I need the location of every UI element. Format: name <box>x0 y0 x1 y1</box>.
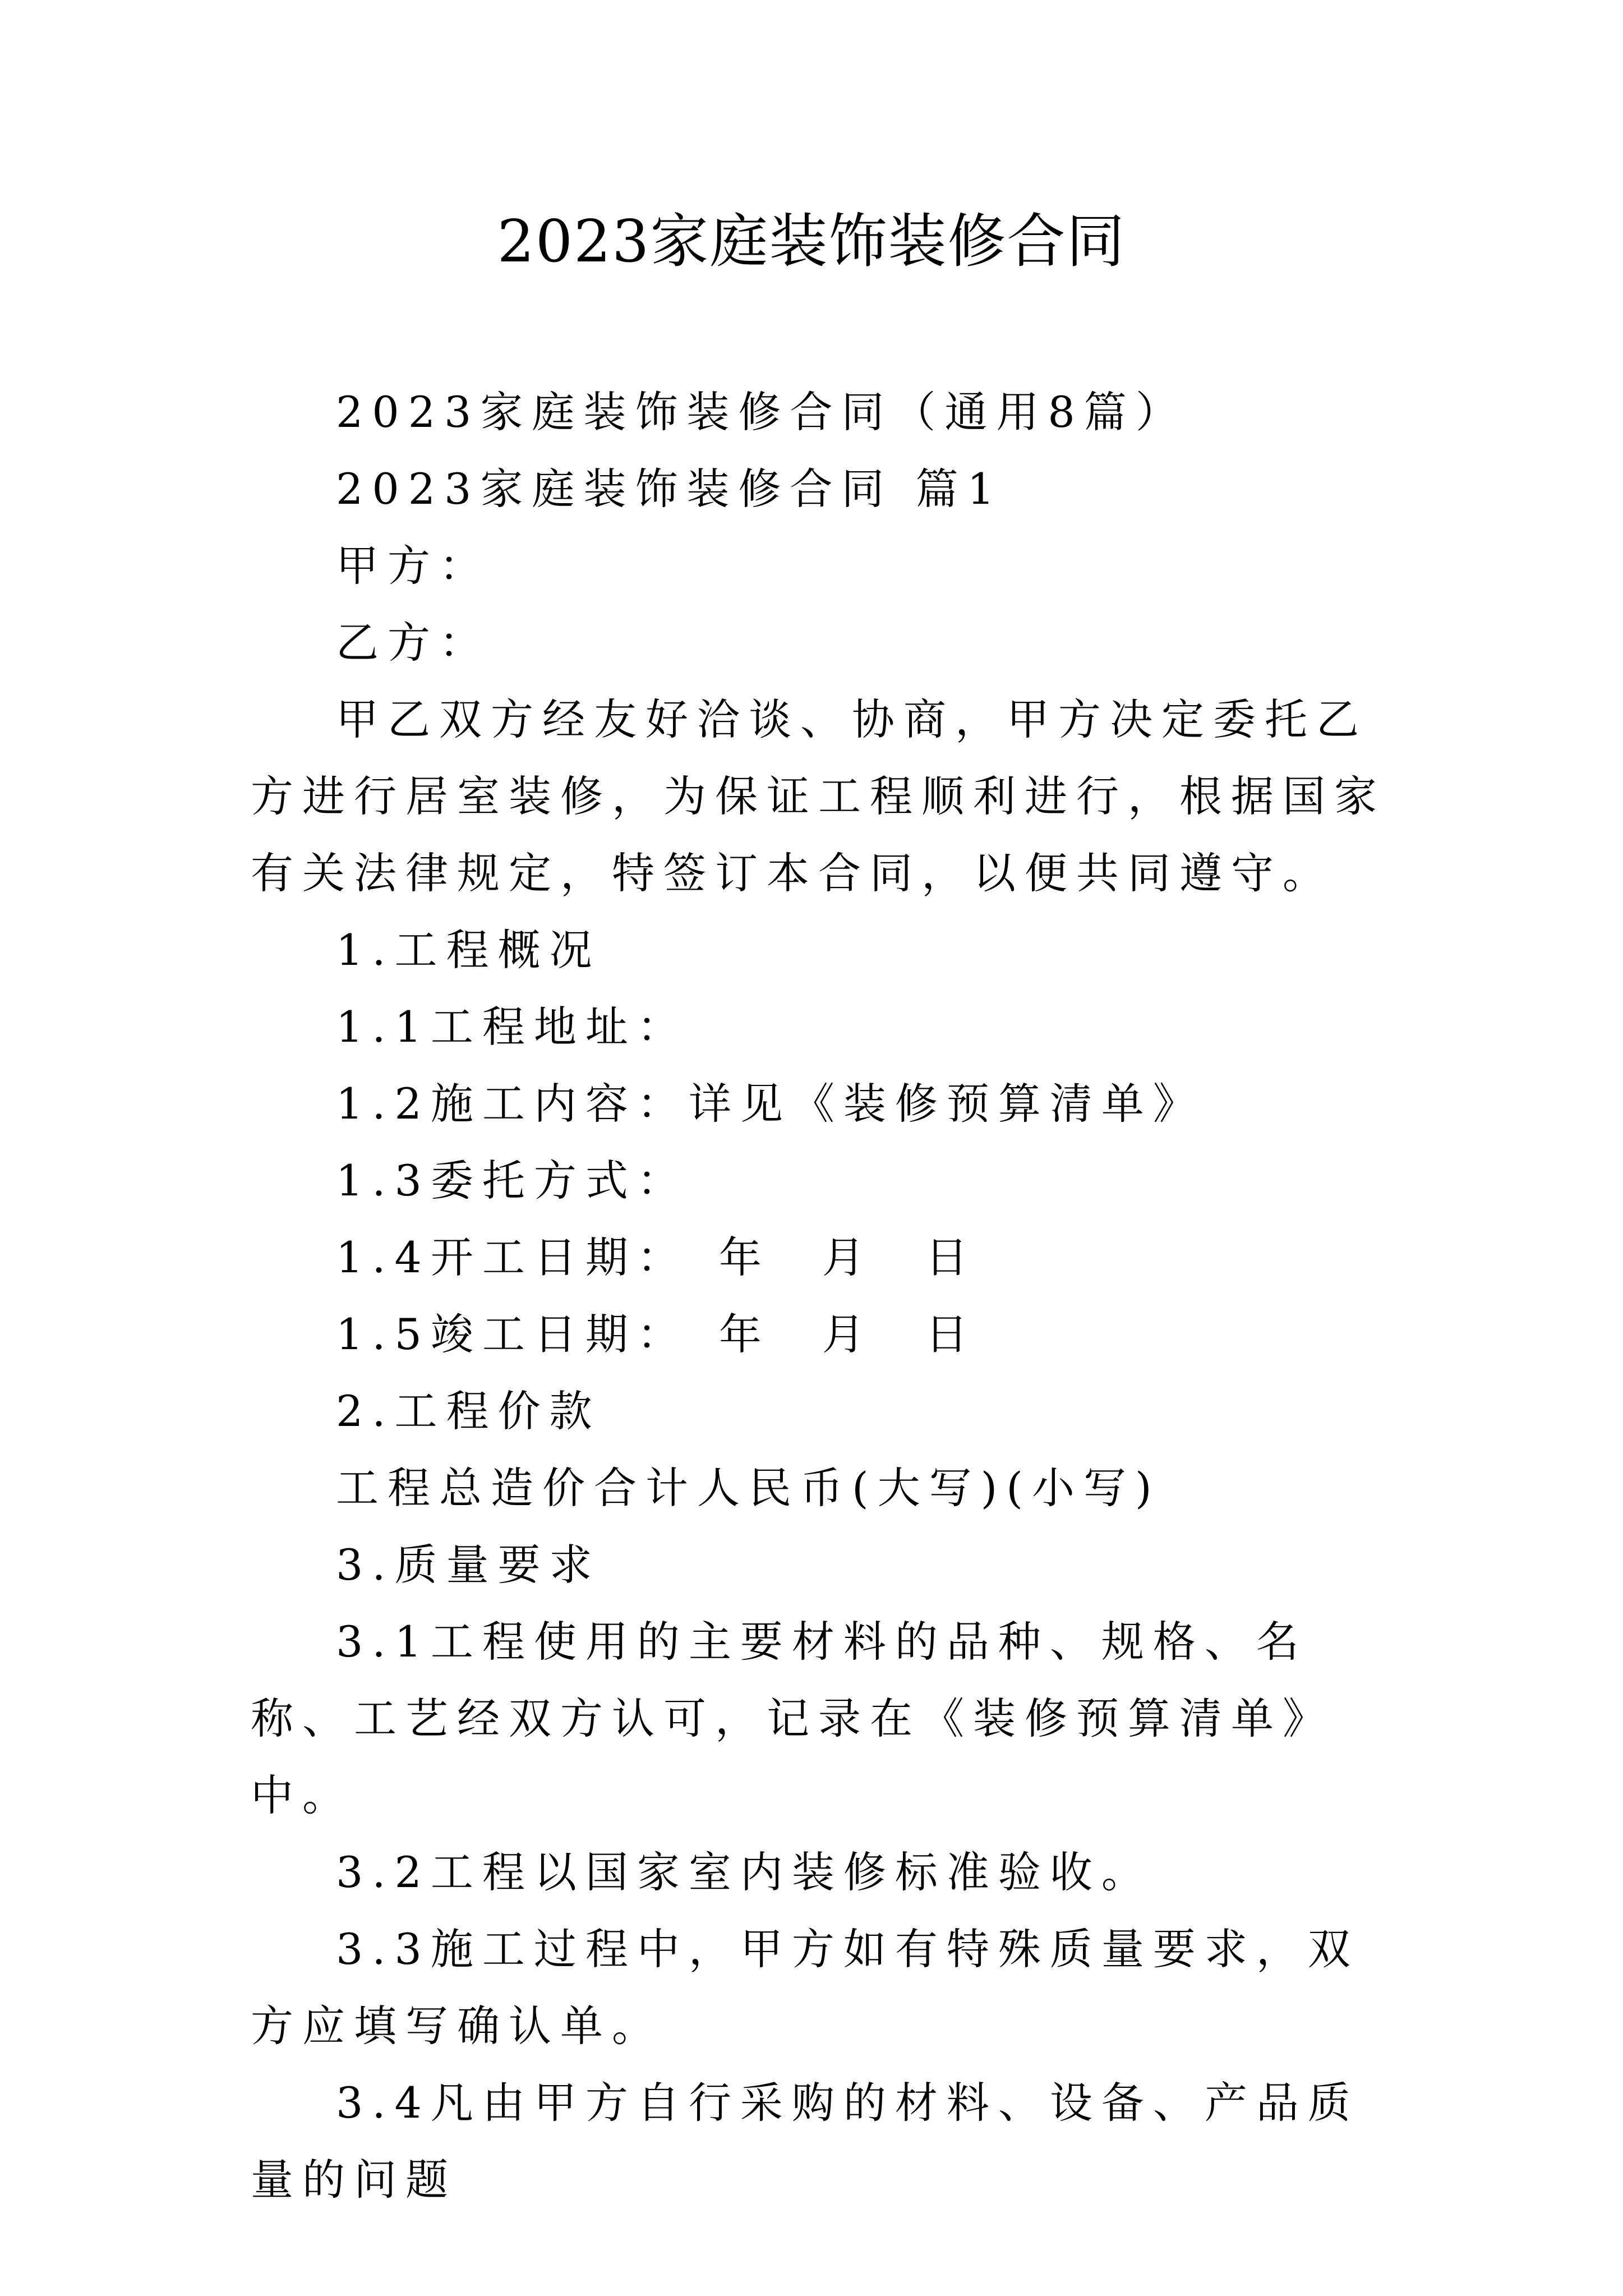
paragraph-clause-3-4: 3.4凡由甲方自行采购的材料、设备、产品质量的问题 <box>251 2078 1359 2205</box>
paragraph-clause-3-1: 3.1工程使用的主要材料的品种、规格、名称、工艺经双方认可，记录在《装修预算清单》中。 <box>251 1617 1334 1820</box>
paragraph-party-b: 乙方： <box>336 618 491 668</box>
paragraph-clause-1-2: 1.2施工内容：详见《装修预算清单》 <box>336 1079 1205 1129</box>
paragraph-subtitle: 2023家庭装饰装修合同（通用8篇） <box>336 387 1187 437</box>
paragraph-clause-1-1: 1.1工程地址： <box>336 1002 689 1052</box>
paragraph-party-a: 甲方： <box>336 541 491 591</box>
paragraph-clause-2: 2.工程价款 <box>336 1386 601 1436</box>
paragraph-section-heading: 2023家庭装饰装修合同 篇1 <box>336 464 1003 514</box>
paragraph-clause-1: 1.工程概况 <box>336 925 601 975</box>
paragraph-total-price: 工程总造价合计人民币(大写)(小写) <box>336 1463 1161 1513</box>
paragraph-preamble: 甲乙双方经友好洽谈、协商，甲方决定委托乙方进行居室装修，为保证工程顺利进行，根据国家有关法律规定，特签订本合同，以便共同遵守。 <box>251 694 1386 898</box>
paragraph-clause-1-3: 1.3委托方式： <box>336 1156 689 1205</box>
paragraph-clause-1-4: 1.4开工日期： 年 月 日 <box>336 1232 977 1282</box>
paragraph-clause-3-2: 3.2工程以国家室内装修标准验收。 <box>336 1847 1153 1897</box>
paragraph-clause-1-5: 1.5竣工日期： 年 月 日 <box>336 1309 977 1359</box>
paragraph-clause-3-3: 3.3施工过程中，甲方如有特殊质量要求，双方应填写确认单。 <box>251 1924 1359 2051</box>
document-body <box>251 374 1391 2218</box>
document-title: 2023家庭装饰装修合同 <box>497 207 1126 275</box>
paragraph-clause-3: 3.质量要求 <box>336 1540 601 1590</box>
